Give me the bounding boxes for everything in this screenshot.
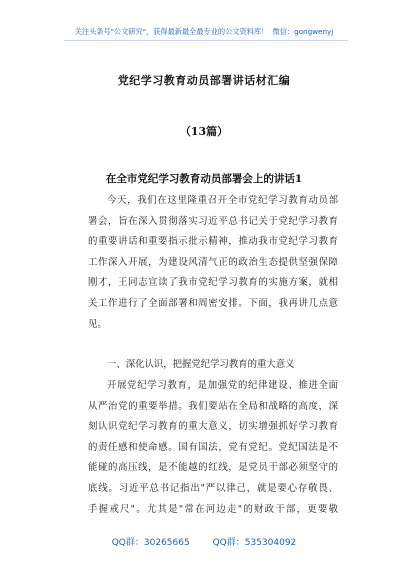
footer-qq-group-1: QQ群：30265665 bbox=[111, 538, 190, 548]
paragraph-line: 底线。习近平总书记指出"严以律己，就是要心存敬畏、 bbox=[88, 482, 338, 494]
paragraph-line: 的责任感和使命感。国有国法，党有党纪。党纪国法是不 bbox=[88, 441, 338, 453]
document-count: （13篇） bbox=[179, 125, 229, 138]
paragraph-line: 见。 bbox=[88, 318, 107, 330]
footer-contact bbox=[0, 535, 408, 548]
header-banner-promo: 关注头条号"公文研究"，获得最新最全最专业的公文资料库！ bbox=[74, 27, 269, 36]
paragraph-line: 手握戒尺"。尤其是"常在河边走"的财政干部，更要敬 bbox=[88, 503, 338, 515]
paragraph-line: 开展党纪学习教育，是加强党的纪律建设、推进全面 bbox=[107, 380, 338, 391]
paragraph-line: 的重要讲话和重要指示批示精神，推动我市党纪学习教育 bbox=[88, 236, 338, 248]
section-heading: 在全市党纪学习教育动员部署会上的讲话1 bbox=[105, 173, 303, 185]
paragraph-2 bbox=[88, 376, 338, 520]
paragraph-line: 今天，我们在这里隆重召开全市党纪学习教育动员部 bbox=[107, 195, 338, 206]
paragraph-line: 刚才，王同志宣读了我市党纪学习教育的实施方案，就相 bbox=[88, 277, 338, 289]
header-banner bbox=[0, 27, 408, 37]
paragraph-line: 署会，旨在深入贯彻落实习近平总书记关于党纪学习教育 bbox=[88, 215, 338, 227]
paragraph-line: 关工作进行了全面部署和周密安排。下面，我再讲几点意 bbox=[88, 297, 338, 309]
subheading-text: 一、深化认识，把握党纪学习教育的重大意义 bbox=[107, 359, 295, 370]
paragraph-line: 能碰的高压线，是不能越的红线，是党员干部必须坚守的 bbox=[88, 462, 338, 474]
footer-qq-group-2: QQ群：535304092 bbox=[212, 538, 297, 548]
paragraph-line: 刻认识党纪学习教育的重大意义，切实增强抓好学习教育 bbox=[88, 421, 338, 433]
header-divider bbox=[64, 40, 348, 41]
header-banner-wechat: 微信：gongwenyj bbox=[272, 27, 334, 36]
paragraph-line: 从严治党的重要举措。我们要站在全局和战略的高度，深 bbox=[88, 400, 338, 412]
subheading-1 bbox=[88, 355, 338, 376]
paragraph-1 bbox=[88, 191, 338, 335]
paragraph-line: 工作深入开展，为建设风清气正的政治生态提供坚强保障 bbox=[88, 256, 338, 268]
document-title: 党纪学习教育动员部署讲话材汇编 bbox=[117, 74, 291, 87]
